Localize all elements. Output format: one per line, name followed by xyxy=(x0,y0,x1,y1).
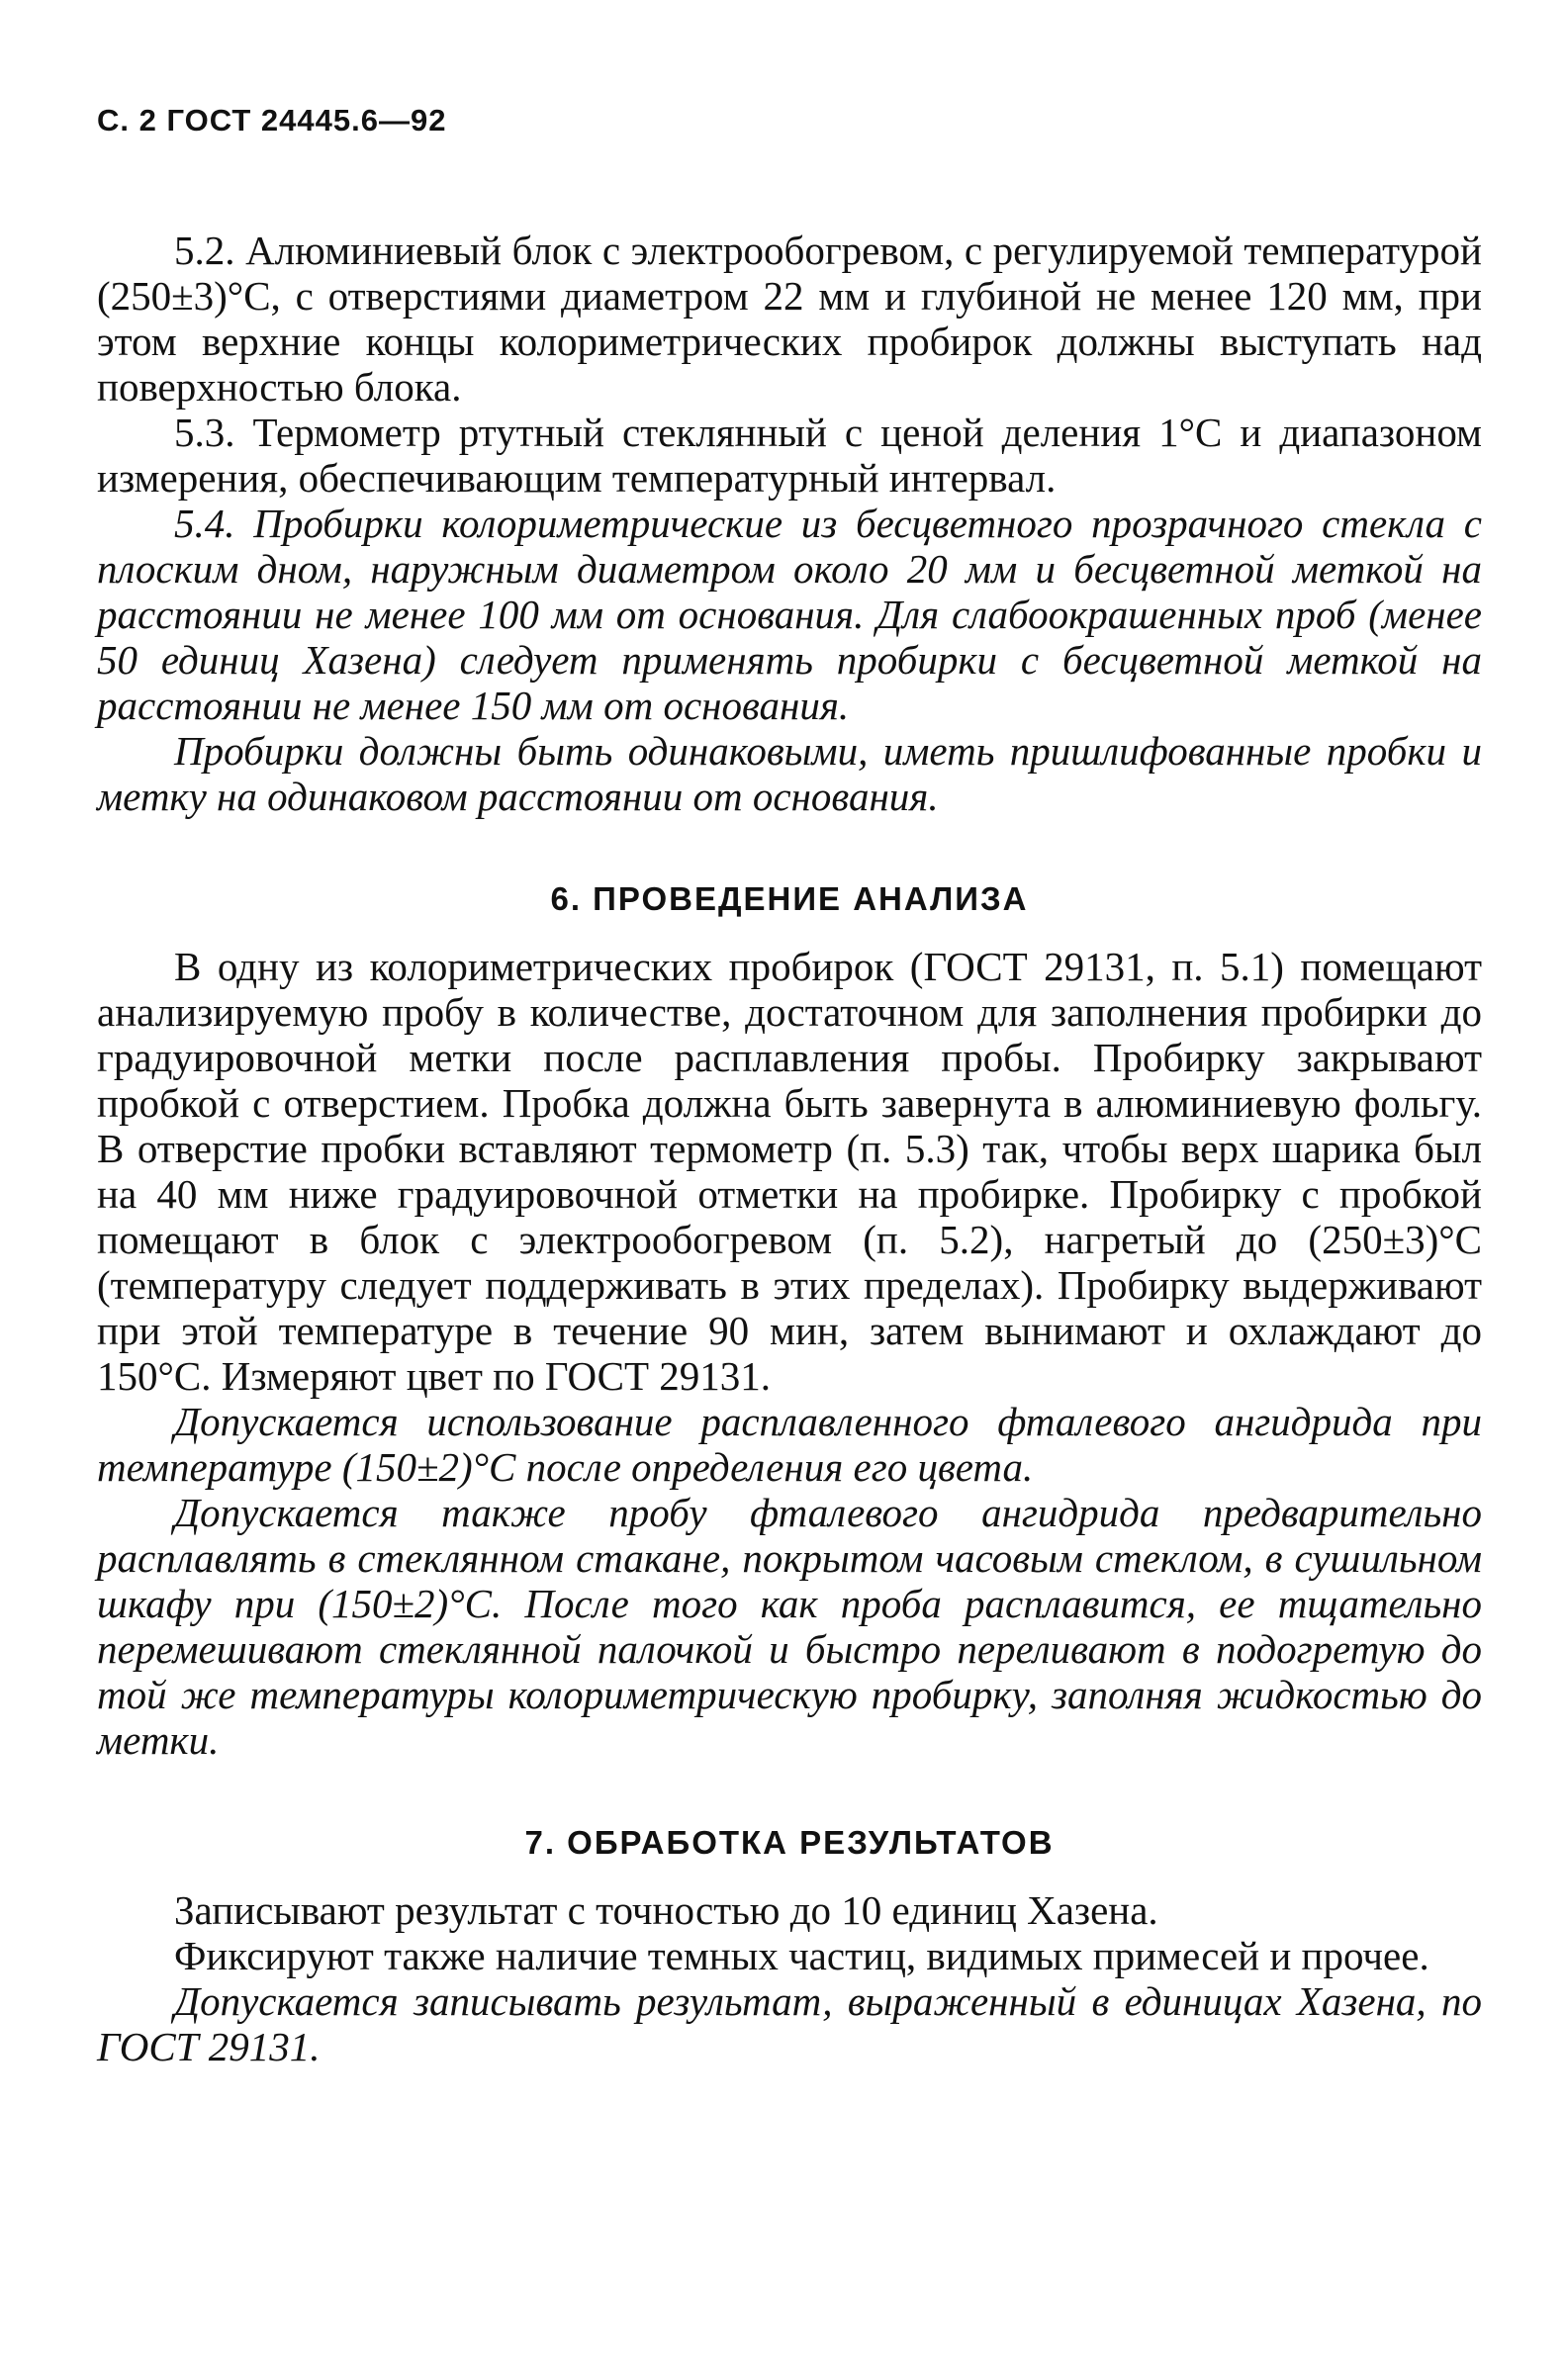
paragraph-5-4: 5.4. Пробирки колориметрические из бесцветного прозрачного стекла с плоским дном, наружным диаметром около 20 мм и бесцветной меткой на расстоянии не менее 100 мм от основания. Для слабоокрашенных проб (менее 50 единиц Хазена) следует применять пробирки с бесцветной меткой на расстоянии не менее 150 мм от основания. xyxy=(97,501,1482,728)
analysis-section xyxy=(97,944,1482,1763)
results-paragraph-2: Фиксируют также наличие темных частиц, видимых примесей и прочее. xyxy=(174,1933,1429,1978)
results-paragraph-1: Записывают результат с точностью до 10 единиц Хазена. xyxy=(174,1887,1158,1933)
paragraph-5-2: 5.2. Алюминиевый блок с электрообогревом, с регулируемой температурой (250±3)°С, с отверстиями диаметром 22 мм и глубиной не менее 120 мм, при этом верхние концы колориметрических пробирок должны выступать над поверхностью блока. xyxy=(97,228,1482,410)
running-header: С. 2 ГОСТ 24445.6—92 xyxy=(97,103,447,137)
section-7-heading: 7. ОБРАБОТКА РЕЗУЛЬТАТОВ xyxy=(524,1824,1055,1861)
results-section xyxy=(97,1887,1482,2069)
equipment-section xyxy=(97,228,1482,819)
results-paragraph-3: Допускается записывать результат, выраженный в единицах Хазена, по ГОСТ 29131. xyxy=(97,1978,1482,2069)
section-6-heading: 6. ПРОВЕДЕНИЕ АНАЛИЗА xyxy=(550,880,1029,917)
document-page xyxy=(97,79,1482,2069)
paragraph-5-3: 5.3. Термометр ртутный стеклянный с ценой деления 1°С и диапазоном измерения, обеспечивающим температурный интервал. xyxy=(97,410,1482,501)
analysis-paragraph-3: Допускается также пробу фталевого ангидрида предварительно расплавлять в стеклянном стакане, покрытом часовым стеклом, в сушильном шкафу при (150±2)°С. После того как проба расплавится, ее тщательно перемешивают стеклянной палочкой и быстро переливают в подогретую до той же температуры колориметрическую пробирку, заполняя жидкостью до метки. xyxy=(97,1490,1482,1763)
analysis-paragraph-2: Допускается использование расплавленного фталевого ангидрида при температуре (150±2)°С после определения его цвета. xyxy=(97,1399,1482,1490)
analysis-paragraph-1: В одну из колориметрических пробирок (ГОСТ 29131, п. 5.1) помещают анализируемую пробу в количестве, достаточном для заполнения пробирки до градуировочной метки после расплавления пробы. Пробирку закрывают пробкой с отверстием. Пробка должна быть завернута в алюминиевую фольгу. В отверстие пробки вставляют термометр (п. 5.3) так, чтобы верх шарика был на 40 мм ниже градуировочной отметки на пробирке. Пробирку с пробкой помещают в блок с электрообогревом (п. 5.2), нагретый до (250±3)°С (температуру следует поддерживать в этих пределах). Пробирку выдерживают при этой температуре в течение 90 мин, затем вынимают и охлаждают до 150°С. Измеряют цвет по ГОСТ 29131. xyxy=(97,944,1482,1399)
paragraph-5-4-note: Пробирки должны быть одинаковыми, иметь пришлифованные пробки и метку на одинаковом расстоянии от основания. xyxy=(97,728,1482,819)
